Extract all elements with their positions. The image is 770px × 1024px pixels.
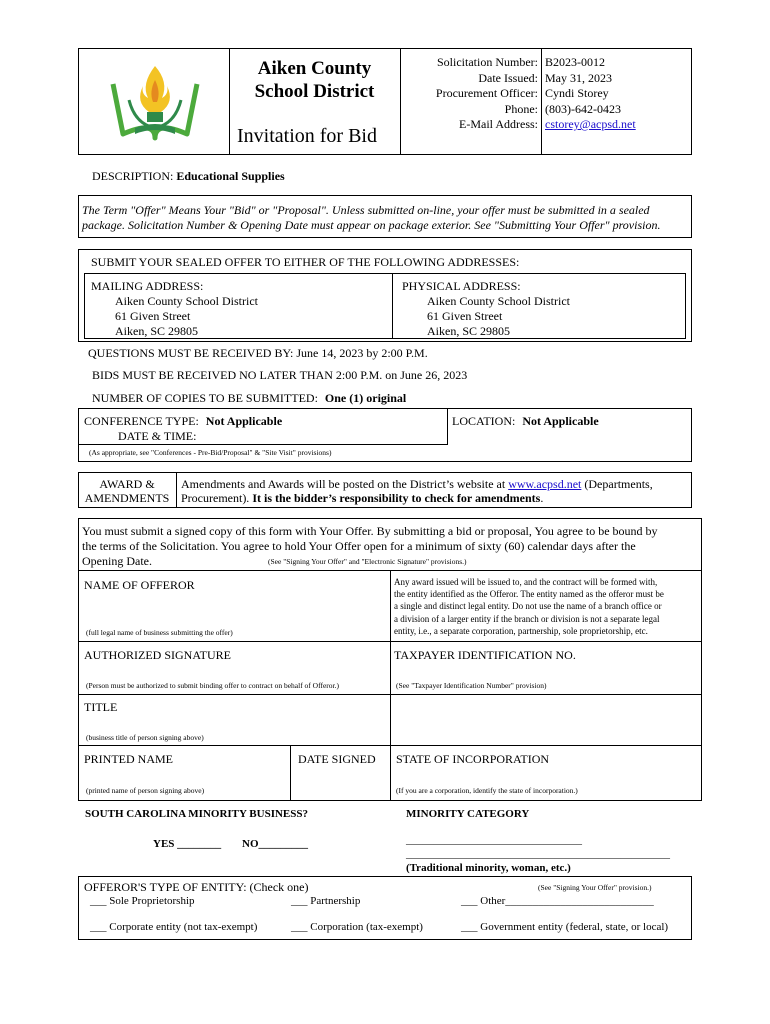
district-name: Aiken County School District <box>254 58 375 102</box>
entity-type-note: (See "Signing Your Offer" provision.) <box>538 883 652 892</box>
agreement-text: You must submit a signed copy of this form with Your Offer. By submitting a bid or proposal, You agree to be bound by the terms of the Solicitation. You agree to hold Your Offer open for a minimum of sixty (60) calendar days after the Opening Date. (See "Signing Your Offer" and "Electronic Signature" provisions.) <box>82 524 658 568</box>
procurement-officer: Cyndi Storey <box>545 86 609 100</box>
taxpayer-id-label: TAXPAYER IDENTIFICATION NO. <box>394 648 576 662</box>
entity-government[interactable]: ___ Government entity (federal, state, or local) <box>461 921 669 933</box>
copies: NUMBER OF COPIES TO BE SUBMITTED: One (1) original <box>92 391 407 405</box>
conference-note: (As appropriate, see "Conferences - Pre-Bid/Proposal" & "Site Visit" provisions) <box>89 448 332 457</box>
doc-title: Invitation for Bid <box>237 125 377 147</box>
printed-name-label: PRINTED NAME <box>84 752 173 766</box>
authorized-signature-label: AUTHORIZED SIGNATURE <box>84 648 231 662</box>
minority-category-line2[interactable]: ________________________________________________ <box>406 848 670 860</box>
phone: (803)-642-0423 <box>545 101 621 116</box>
award-text: Amendments and Awards will be posted on the District’s website at www.acpsd.net (Departments, Procurement). It is the bidder’s responsibility to check for amendments. <box>181 477 653 505</box>
award-label: AWARD & AMENDMENTS <box>84 477 170 505</box>
minority-category-note: (Traditional minority, woman, etc.) <box>406 862 571 874</box>
mailing-address-label: MAILING ADDRESS: <box>91 279 204 293</box>
entity-other[interactable]: ___ Other___________________________ <box>461 895 654 907</box>
bids-deadline: BIDS MUST BE RECEIVED NO LATER THAN 2:00 P.M. on June 26, 2023 <box>92 368 468 382</box>
minority-yes[interactable]: YES ________ <box>153 838 222 850</box>
website-link[interactable]: www.acpsd.net <box>508 477 582 491</box>
minority-business-label: SOUTH CAROLINA MINORITY BUSINESS? <box>85 808 309 820</box>
date-issued: May 31, 2023 <box>545 70 612 85</box>
district-logo <box>105 58 205 146</box>
email-link[interactable]: cstorey@acpsd.net <box>545 117 636 131</box>
conference-type: CONFERENCE TYPE: Not Applicable DATE & TIME: <box>84 414 283 443</box>
minority-no[interactable]: NO_________ <box>242 838 308 850</box>
offeror-name-note: (full legal name of business submitting the offer) <box>86 628 233 637</box>
taxpayer-id-note: (See "Taxpayer Identification Number" provision) <box>396 681 547 690</box>
questions-deadline: QUESTIONS MUST BE RECEIVED BY: June 14, 2023 by 2:00 P.M. <box>88 346 428 360</box>
state-incorporation-label: STATE OF INCORPORATION <box>396 752 550 766</box>
solicitation-number: B2023-0012 <box>545 55 605 69</box>
header-values <box>545 55 636 133</box>
offer-notice: The Term "Offer" Means Your "Bid" or "Proposal". Unless submitted on-line, your offer must be submitted in a sealed package. Solicitation Number & Opening Date must appear on package exterior. See "Submitting Your Offer" provision. <box>82 203 661 232</box>
email-label: E-Mail Address: <box>459 117 538 131</box>
conference-location: LOCATION: Not Applicable <box>452 414 599 428</box>
date-issued-label: Date Issued: <box>478 70 538 85</box>
conference-datetime-label: DATE & TIME: <box>118 429 197 443</box>
state-incorporation-note: (If you are a corporation, identify the state of incorporation.) <box>396 786 578 795</box>
mailing-address: MAILING ADDRESS: Aiken County School District 61 Given Street Aiken, SC 29805 <box>91 279 258 338</box>
physical-address: PHYSICAL ADDRESS: Aiken County School District 61 Given Street Aiken, SC 29805 <box>402 279 570 338</box>
minority-category-label: MINORITY CATEGORY <box>406 808 530 820</box>
agreement-note: (See "Signing Your Offer" and "Electronic Signature" provisions.) <box>268 557 467 566</box>
minority-category-line1[interactable]: ________________________________ <box>406 834 582 846</box>
title-note: (business title of person signing above) <box>86 733 204 742</box>
entity-corporate-not-exempt[interactable]: ___ Corporate entity (not tax-exempt) <box>90 921 258 933</box>
header-labels <box>400 55 538 133</box>
entity-sole-proprietorship[interactable]: ___ Sole Proprietorship <box>90 895 195 907</box>
phone-label: Phone: <box>504 101 538 116</box>
printed-name-note: (printed name of person signing above) <box>86 786 205 795</box>
title-label: TITLE <box>84 700 118 714</box>
description <box>92 169 285 183</box>
description-value: Educational Supplies <box>176 169 285 183</box>
procurement-officer-label: Procurement Officer: <box>435 86 538 100</box>
entity-partnership[interactable]: ___ Partnership <box>291 895 361 907</box>
solicitation-number-label: Solicitation Number: <box>437 55 538 69</box>
entity-corporation-exempt[interactable]: ___ Corporation (tax-exempt) <box>291 921 423 933</box>
offeror-name-label: NAME OF OFFEROR <box>84 578 195 592</box>
entity-type-label: OFFEROR'S TYPE OF ENTITY: (Check one) <box>84 880 309 894</box>
award-entity-note: Any award issued will be issued to, and the contract will be formed with, the entity identified as the Offeror. The entity named as the offeror must be a single and distinct legal entity. Do not use the name of a branch office or a division of a larger entity if the branch or division is not a separate legal entity, i.e., a separate corporation, partnership, sole proprietorship, etc. <box>394 577 664 636</box>
physical-address-label: PHYSICAL ADDRESS: <box>402 279 521 293</box>
address-heading: SUBMIT YOUR SEALED OFFER TO EITHER OF THE FOLLOWING ADDRESSES: <box>91 255 520 269</box>
description-label: DESCRIPTION: <box>92 169 174 183</box>
authorized-signature-note: (Person must be authorized to submit binding offer to contract on behalf of Offeror.) <box>86 681 339 690</box>
date-signed-label: DATE SIGNED <box>298 752 376 766</box>
